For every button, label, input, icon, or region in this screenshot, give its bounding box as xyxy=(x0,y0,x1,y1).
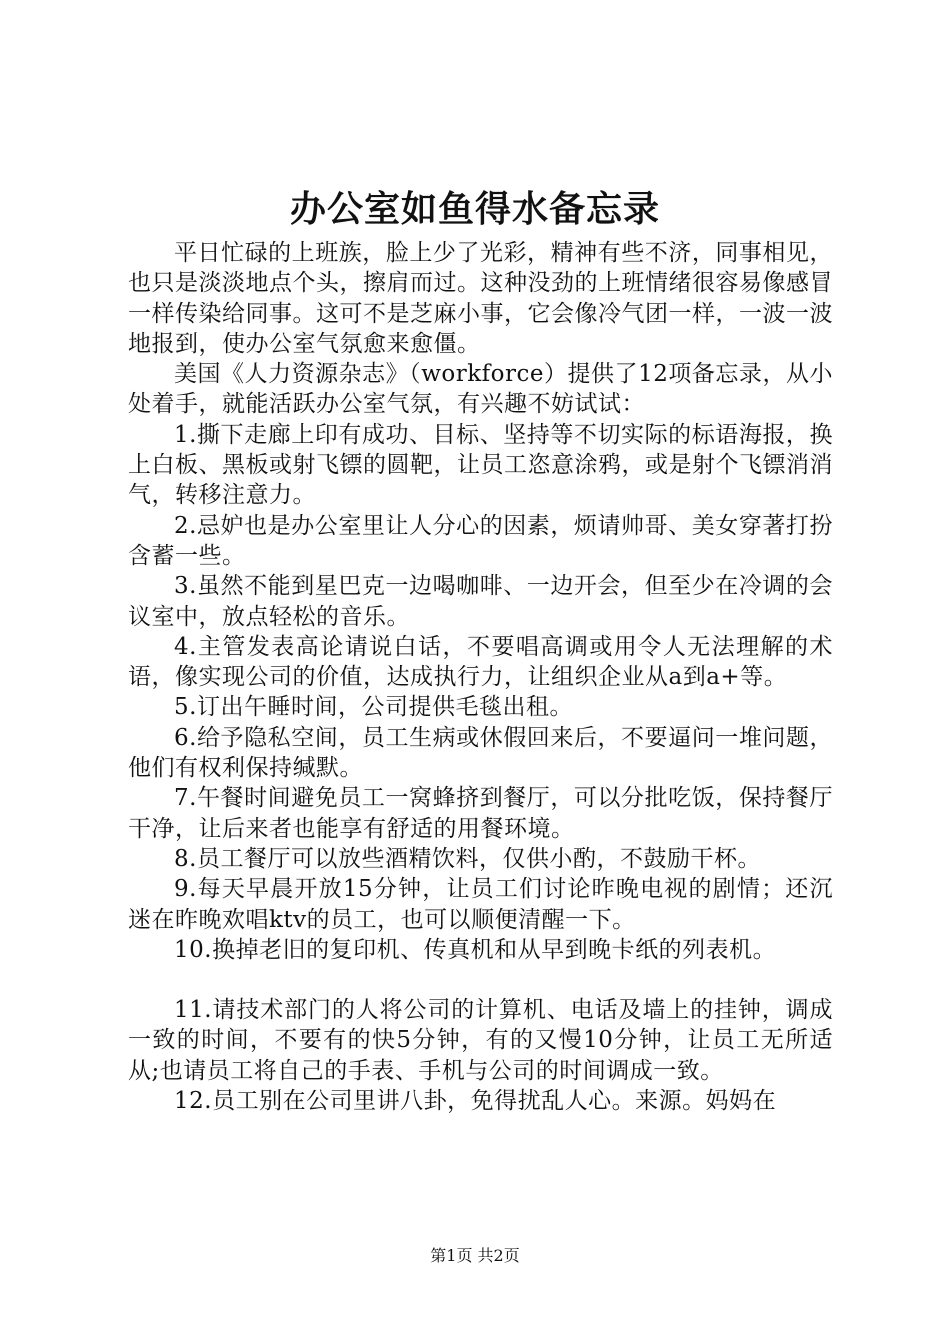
memo-item-8: 8.员工餐厅可以放些酒精饮料，仅供小酌，不鼓励干杯。 xyxy=(174,845,761,872)
memo-item-6: 6.给予隐私空间，员工生病或休假回来后，不要逼问一堆问题，他们有权利保持缄默。 xyxy=(128,724,833,782)
memo-item-10: 10.换掉老旧的复印机、传真机和从早到晚卡纸的列表机。 xyxy=(174,936,777,963)
memo-item-9: 9.每天早晨开放15分钟，让员工们讨论昨晚电视的剧情；还沉迷在昨晚欢唱ktv的员工，也可以顺便清醒一下。 xyxy=(128,876,833,933)
memo-item-4: 4.主管发表高论请说白话，不要唱高调或用令人无法理解的术语，像实现公司的价值，达成执行力，让组织企业从a到a+等。 xyxy=(128,633,833,691)
source-paragraph: 美国《人力资源杂志》（workforce）提供了12项备忘录，从小处着手，就能活跃办公室气氛，有兴趣不妨试试： xyxy=(128,361,833,418)
memo-item-3: 3.虽然不能到星巴克一边喝咖啡、一边开会，但至少在冷调的会议室中，放点轻松的音乐。 xyxy=(128,573,833,630)
document-body xyxy=(128,238,833,1116)
memo-item-7: 7.午餐时间避免员工一窝蜂挤到餐厅，可以分批吃饭，保持餐厅干净，让后来者也能享有舒适的用餐环境。 xyxy=(128,785,833,842)
memo-item-5: 5.订出午睡时间，公司提供毛毯出租。 xyxy=(174,694,573,721)
page-footer: 第1页 共2页 xyxy=(430,1246,520,1265)
intro-paragraph: 平日忙碌的上班族，脸上少了光彩，精神有些不济，同事相见，也只是淡淡地点个头，擦肩而过。这种没劲的上班情绪很容易像感冒一样传染给同事。这可不是芝麻小事，它会像冷气团一样，一波一波地报到，使办公室气氛愈来愈僵。 xyxy=(128,240,833,357)
memo-item-2: 2.忌妒也是办公室里让人分心的因素，烦请帅哥、美女穿著打扮含蓄一些。 xyxy=(128,512,833,569)
memo-item-11: 11.请技术部门的人将公司的计算机、电话及墙上的挂钟，调成一致的时间，不要有的快5分钟，有的又慢10分钟，让员工无所适从;也请员工将自己的手表、手机与公司的时间调成一致。 xyxy=(128,997,833,1084)
memo-item-12: 12.员工别在公司里讲八卦，免得扰乱人心。来源。妈妈在 xyxy=(174,1088,777,1115)
document-title: 办公室如鱼得水备忘录 xyxy=(289,188,660,230)
paragraph-spacer xyxy=(128,965,833,995)
memo-item-1: 1.撕下走廊上印有成功、目标、坚持等不切实际的标语海报，换上白板、黑板或射飞镖的圆靶，让员工恣意涂鸦，或是射个飞镖消消气，转移注意力。 xyxy=(128,421,833,509)
